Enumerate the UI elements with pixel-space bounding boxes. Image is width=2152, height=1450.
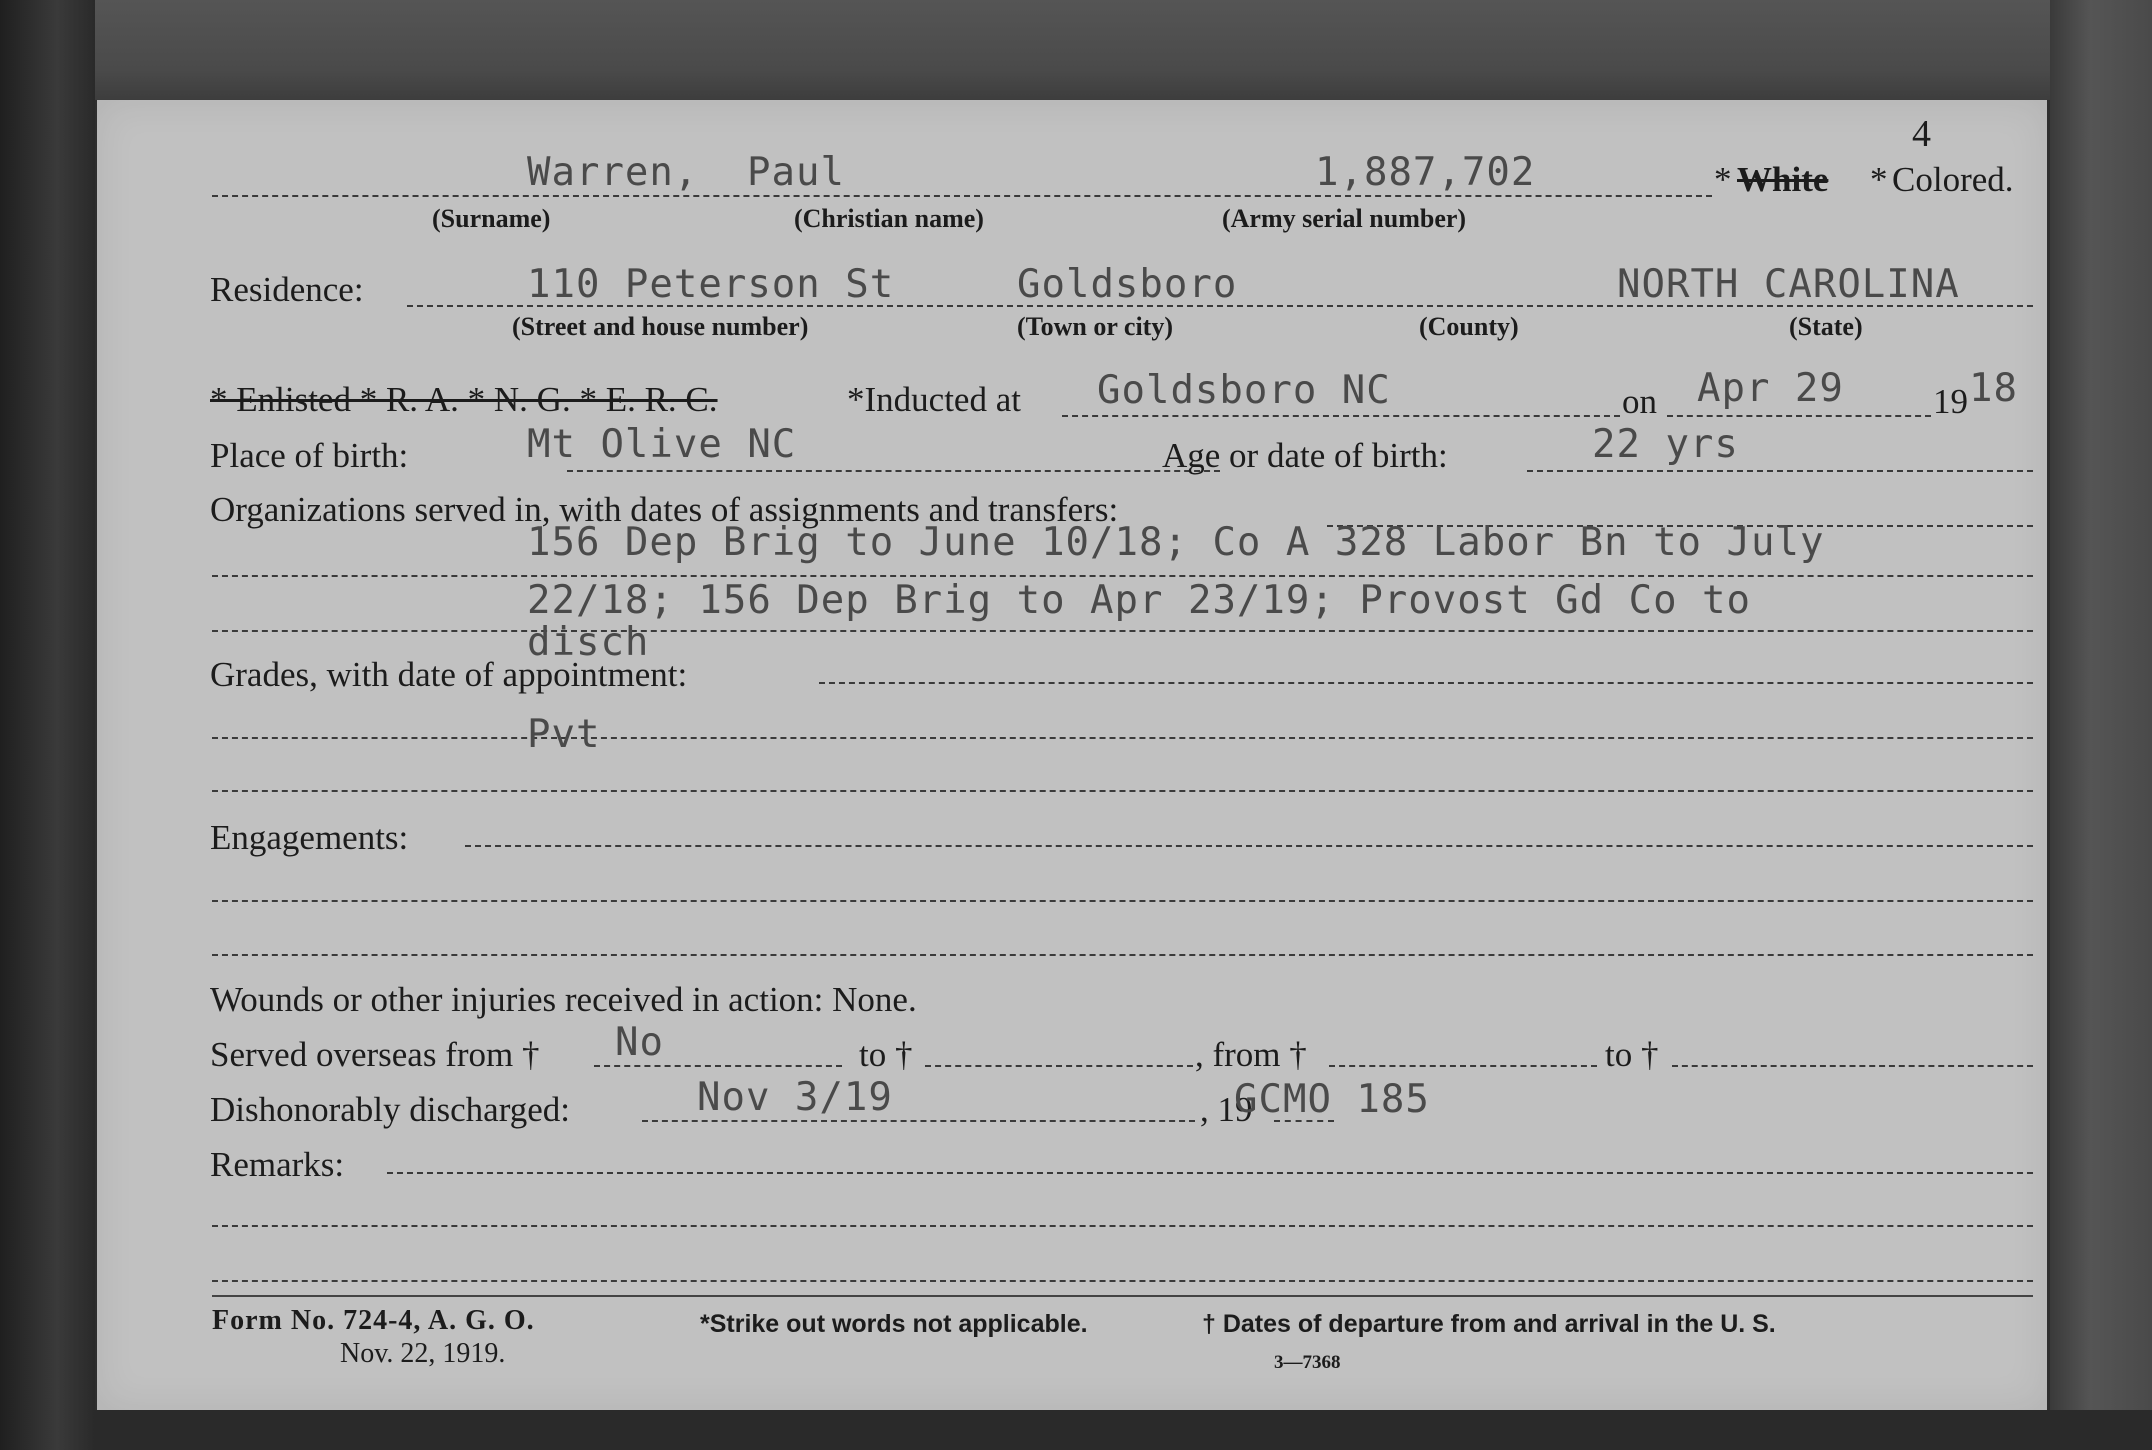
remarks-line-2 xyxy=(212,1280,2033,1282)
print-code: 3—7368 xyxy=(1274,1352,1341,1373)
form-date: Nov. 22, 1919. xyxy=(340,1338,506,1369)
engagements-line-0 xyxy=(465,845,2033,847)
footer-rule xyxy=(212,1295,2033,1297)
organizations-line2-value: 22/18; 156 Dep Brig to Apr 23/19; Provost Gd Co to xyxy=(527,578,1751,623)
race-white-struck: White xyxy=(1737,160,1829,199)
overseas-to2-label: to † xyxy=(1605,1035,1659,1074)
scan-border-top xyxy=(95,0,2152,100)
inducted-date-line xyxy=(1667,415,1931,417)
street-value: 110 Peterson St xyxy=(527,262,895,307)
engagements-line-2 xyxy=(212,954,2033,956)
place-of-birth-line xyxy=(567,470,1220,472)
race-white-asterisk: * xyxy=(1714,160,1732,199)
inducted-at-label: *Inducted at xyxy=(847,380,1021,419)
service-record-card xyxy=(97,100,2047,1410)
engagements-label: Engagements: xyxy=(210,818,409,857)
organizations-label: Organizations served in, with dates of assignments and transfers: xyxy=(210,490,1119,529)
town-caption: (Town or city) xyxy=(1017,312,1173,341)
page-number: 4 xyxy=(1912,113,1931,155)
grades-line-2 xyxy=(212,790,2033,792)
discharge-19-label: , 19 xyxy=(1200,1090,1253,1129)
serial-value: 1,887,702 xyxy=(1315,150,1536,195)
county-caption: (County) xyxy=(1419,312,1519,341)
engagements-line-1 xyxy=(212,900,2033,902)
overseas-from-value: No xyxy=(615,1020,664,1065)
surname-caption: (Surname) xyxy=(432,204,551,233)
inducted-date-value: Apr 29 xyxy=(1697,366,1844,411)
state-value: NORTH CAROLINA xyxy=(1617,262,1960,307)
residence-label: Residence: xyxy=(210,270,364,309)
remarks-label: Remarks: xyxy=(210,1145,345,1184)
surname-value: Warren, xyxy=(527,150,699,195)
remarks-line-1 xyxy=(212,1225,2033,1227)
inducted-at-line xyxy=(1062,415,1620,417)
overseas-to-label: to † xyxy=(859,1035,913,1074)
dishonorably-discharged-label: Dishonorably discharged: xyxy=(210,1090,570,1129)
grade-value: Pvt xyxy=(527,712,601,757)
state-caption: (State) xyxy=(1789,312,1863,341)
on-label: on xyxy=(1622,382,1657,421)
serial-caption: (Army serial number) xyxy=(1222,204,1467,233)
discharge-date-value: Nov 3/19 xyxy=(697,1075,893,1120)
organizations-line1-value: 156 Dep Brig to June 10/18; Co A 328 Labor Bn to July xyxy=(527,520,1825,565)
place-of-birth-label: Place of birth: xyxy=(210,436,409,475)
organizations-line3-value: disch xyxy=(527,620,650,665)
organizations-line-1 xyxy=(212,575,2033,577)
grades-line-1 xyxy=(212,737,2033,739)
race-colored: Colored. xyxy=(1892,160,2014,199)
christian-name-caption: (Christian name) xyxy=(794,204,984,233)
wounds-label: Wounds or other injuries received in action: None. xyxy=(210,980,917,1019)
enlisted-options-struck: * Enlisted * R. A. * N. G. * E. R. C. xyxy=(210,380,718,419)
place-of-birth-value: Mt Olive NC xyxy=(527,422,797,467)
overseas-from-line xyxy=(594,1065,842,1067)
town-value: Goldsboro xyxy=(1017,262,1238,307)
grades-label: Grades, with date of appointment: xyxy=(210,655,688,694)
inducted-year-value: 18 xyxy=(1969,366,2018,411)
scan-border-right xyxy=(2050,0,2152,1450)
street-caption: (Street and house number) xyxy=(512,312,809,341)
christian-name-value: Paul xyxy=(747,150,845,195)
overseas-from2-label: , from † xyxy=(1195,1035,1307,1074)
overseas-from2-line xyxy=(1329,1065,1597,1067)
strike-out-note: *Strike out words not applicable. xyxy=(700,1310,1088,1338)
form-number: Form No. 724-4, A. G. O. xyxy=(212,1305,535,1336)
scan-border-bottom xyxy=(95,1410,2152,1450)
age-label: Age or date of birth: xyxy=(1162,436,1448,475)
scan-border-left xyxy=(0,0,95,1450)
dates-note: † Dates of departure from and arrival in the U. S. xyxy=(1202,1310,1776,1338)
overseas-to-line xyxy=(925,1065,1193,1067)
age-value: 22 yrs xyxy=(1592,422,1739,467)
organizations-line-2 xyxy=(212,630,2033,632)
age-line xyxy=(1527,470,2033,472)
grades-line-0 xyxy=(819,682,2033,684)
overseas-to2-line xyxy=(1672,1065,2033,1067)
name-line xyxy=(212,195,1712,197)
inducted-19-label: 19 xyxy=(1933,382,1968,421)
race-colored-asterisk: * xyxy=(1870,160,1888,199)
remarks-line-0 xyxy=(387,1172,2033,1174)
discharge-note-value: GCMO 185 xyxy=(1234,1077,1430,1122)
inducted-at-value: Goldsboro NC xyxy=(1097,368,1391,413)
served-overseas-label: Served overseas from † xyxy=(210,1035,540,1074)
discharge-date-line xyxy=(642,1120,1195,1122)
